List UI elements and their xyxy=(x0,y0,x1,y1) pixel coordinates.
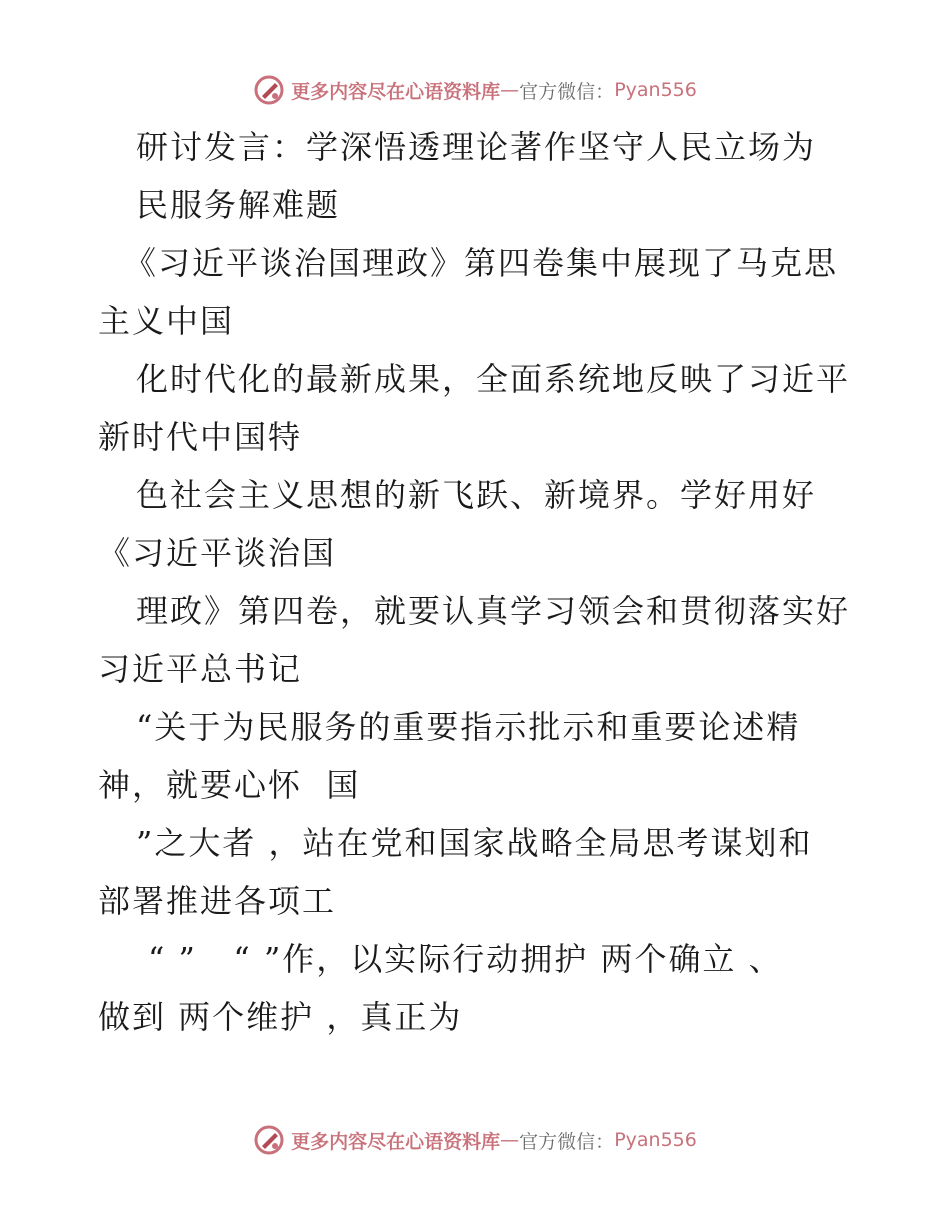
paragraph-line: 化时代化的最新成果，全面系统地反映了习近平 xyxy=(136,360,851,398)
brand-logo-icon xyxy=(253,74,285,106)
paragraph-line: 《习近平谈治国 xyxy=(98,534,337,572)
footer-watermark-banner xyxy=(0,1120,950,1160)
document-title-line-2: 民服务解难题 xyxy=(136,186,341,224)
brand-logo-icon xyxy=(253,1124,285,1156)
banner-wechat-id: Pyan556 xyxy=(614,79,697,101)
paragraph-line: 新时代中国特 xyxy=(98,418,303,456)
banner-site-name: 更多内容尽在心语资料库 xyxy=(291,1130,501,1153)
document-title-line-1: 研讨发言：学深悟透理论著作坚守人民立场为 xyxy=(136,128,817,166)
paragraph-line: “关于为民服务的重要指示批示和重要论述精 xyxy=(136,708,801,746)
paragraph-line: 部署推进各项工 xyxy=(98,882,337,920)
paragraph-line: 《习近平谈治国理政》第四卷集中展现了马克思 xyxy=(124,244,839,282)
paragraph-line: 习近平总书记 xyxy=(98,650,303,688)
paragraph-line: 理政》第四卷，就要认真学习领会和贯彻落实好 xyxy=(136,592,851,630)
paragraph-line: 色社会主义思想的新飞跃、新境界。学好用好 xyxy=(136,476,817,514)
header-watermark-banner xyxy=(0,70,950,110)
paragraph-line: “ ” “ ”作，以实际行动拥护 两个确立 、 xyxy=(148,940,783,978)
banner-site-name: 更多内容尽在心语资料库 xyxy=(291,80,501,103)
banner-wechat-id: Pyan556 xyxy=(614,1129,697,1151)
paragraph-line: 主义中国 xyxy=(98,302,235,340)
paragraph-line: 神，就要心怀 国 xyxy=(98,766,361,804)
banner-wechat-label: 官方微信： xyxy=(519,80,615,103)
banner-dash: — xyxy=(500,79,520,101)
paragraph-line: 做到 两个维护 ，真正为 xyxy=(98,998,463,1036)
paragraph-line: ”之大者 ，站在党和国家战略全局思考谋划和 xyxy=(136,824,813,862)
banner-wechat-label: 官方微信： xyxy=(519,1130,615,1153)
banner-dash: — xyxy=(500,1129,520,1151)
